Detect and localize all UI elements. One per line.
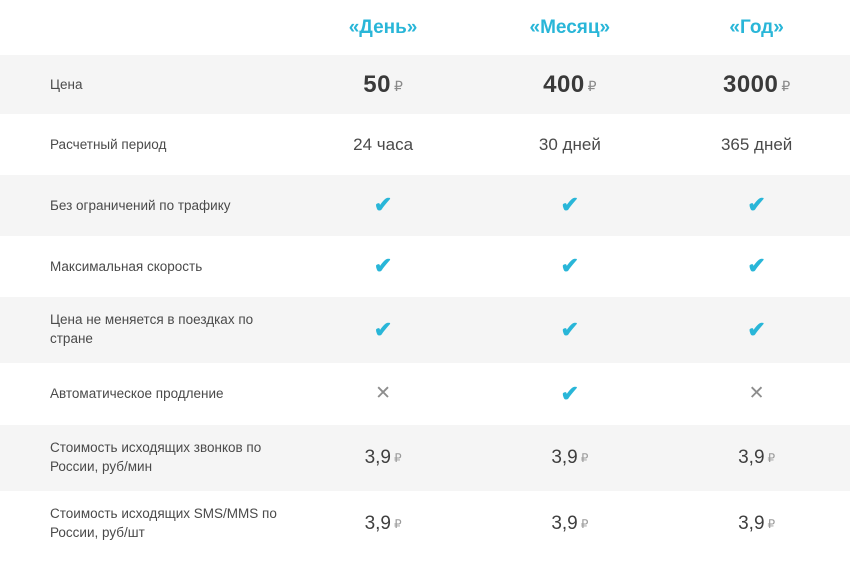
check-icon: ✔	[747, 192, 766, 217]
row-label-outgoing-sms: Стоимость исходящих SMS/MMS по России, руб/шт	[50, 506, 277, 540]
currency-symbol: ₽	[587, 77, 597, 94]
table-row	[0, 363, 850, 425]
feature-cell-day	[290, 255, 477, 278]
period-cell-month	[476, 135, 663, 155]
column-header-day: «День»	[348, 16, 418, 38]
rate-amount: 3,9	[551, 513, 578, 534]
currency-symbol: ₽	[767, 451, 776, 465]
feature-cell-year	[663, 194, 850, 217]
row-label-unlimited-traffic: Без ограничений по трафику	[50, 197, 231, 213]
rate-cell-day	[290, 513, 477, 535]
period-cell-year	[663, 135, 850, 155]
check-icon: ✔	[560, 316, 580, 342]
row-label-auto-renewal: Автоматическое продление	[50, 386, 224, 402]
currency-symbol: ₽	[393, 451, 402, 465]
row-label-price-nationwide: Цена не меняется в поездках по стране	[50, 312, 254, 346]
check-icon: ✔	[560, 192, 580, 217]
rate-amount: 3,9	[738, 513, 765, 534]
currency-symbol: ₽	[393, 517, 402, 531]
rate-cell-month	[476, 447, 663, 469]
column-header-year: «Год»	[729, 16, 784, 38]
feature-cell-year	[663, 255, 850, 278]
check-icon: ✔	[747, 253, 766, 278]
table-row	[0, 175, 850, 236]
table-row	[0, 114, 850, 175]
rate-cell-year	[663, 513, 850, 535]
feature-cell-day	[290, 316, 477, 342]
feature-cell-month	[476, 194, 663, 217]
feature-cell-year	[663, 316, 850, 342]
rate-amount: 3,9	[738, 447, 765, 468]
price-amount: 50	[363, 70, 391, 98]
check-icon: ✔	[560, 380, 580, 406]
cross-icon: ✕	[748, 383, 765, 404]
feature-cell-month	[476, 316, 663, 342]
check-icon: ✔	[373, 316, 393, 342]
currency-symbol: ₽	[767, 517, 776, 531]
check-icon: ✔	[373, 192, 393, 217]
rate-amount: 3,9	[364, 447, 391, 468]
column-header-month: «Месяц»	[529, 16, 611, 38]
feature-cell-month	[476, 255, 663, 278]
table-row	[0, 491, 850, 557]
currency-symbol: ₽	[781, 77, 791, 94]
table-row	[0, 236, 850, 297]
currency-symbol: ₽	[580, 517, 589, 531]
currency-symbol: ₽	[393, 77, 403, 94]
rate-cell-month	[476, 513, 663, 535]
row-label-outgoing-calls: Стоимость исходящих звонков по России, руб/мин	[50, 440, 262, 474]
check-icon: ✔	[747, 316, 766, 342]
check-icon: ✔	[373, 253, 393, 278]
period-value: 30 дней	[538, 134, 601, 154]
row-label-billing-period: Расчетный период	[50, 136, 167, 152]
period-value: 365 дней	[720, 134, 793, 154]
table-row	[0, 297, 850, 363]
rate-cell-day	[290, 447, 477, 469]
table-header-row	[0, 0, 850, 55]
rate-amount: 3,9	[551, 447, 578, 468]
row-label-price: Цена	[50, 76, 83, 92]
feature-cell-day	[290, 384, 477, 404]
feature-cell-month	[476, 380, 663, 406]
price-cell-month	[476, 71, 663, 99]
price-cell-year	[663, 71, 850, 99]
feature-cell-year	[663, 384, 850, 404]
price-amount: 3000	[722, 70, 779, 98]
rate-cell-year	[663, 447, 850, 469]
price-amount: 400	[543, 70, 585, 98]
currency-symbol: ₽	[580, 451, 589, 465]
period-value: 24 часа	[353, 134, 414, 154]
cross-icon: ✕	[375, 383, 392, 404]
feature-cell-day	[290, 194, 477, 217]
table-row	[0, 425, 850, 491]
check-icon: ✔	[560, 253, 580, 278]
rate-amount: 3,9	[364, 513, 391, 534]
period-cell-day	[290, 135, 477, 155]
price-cell-day	[290, 71, 477, 99]
table-row	[0, 55, 850, 114]
row-label-max-speed: Максимальная скорость	[50, 258, 203, 274]
